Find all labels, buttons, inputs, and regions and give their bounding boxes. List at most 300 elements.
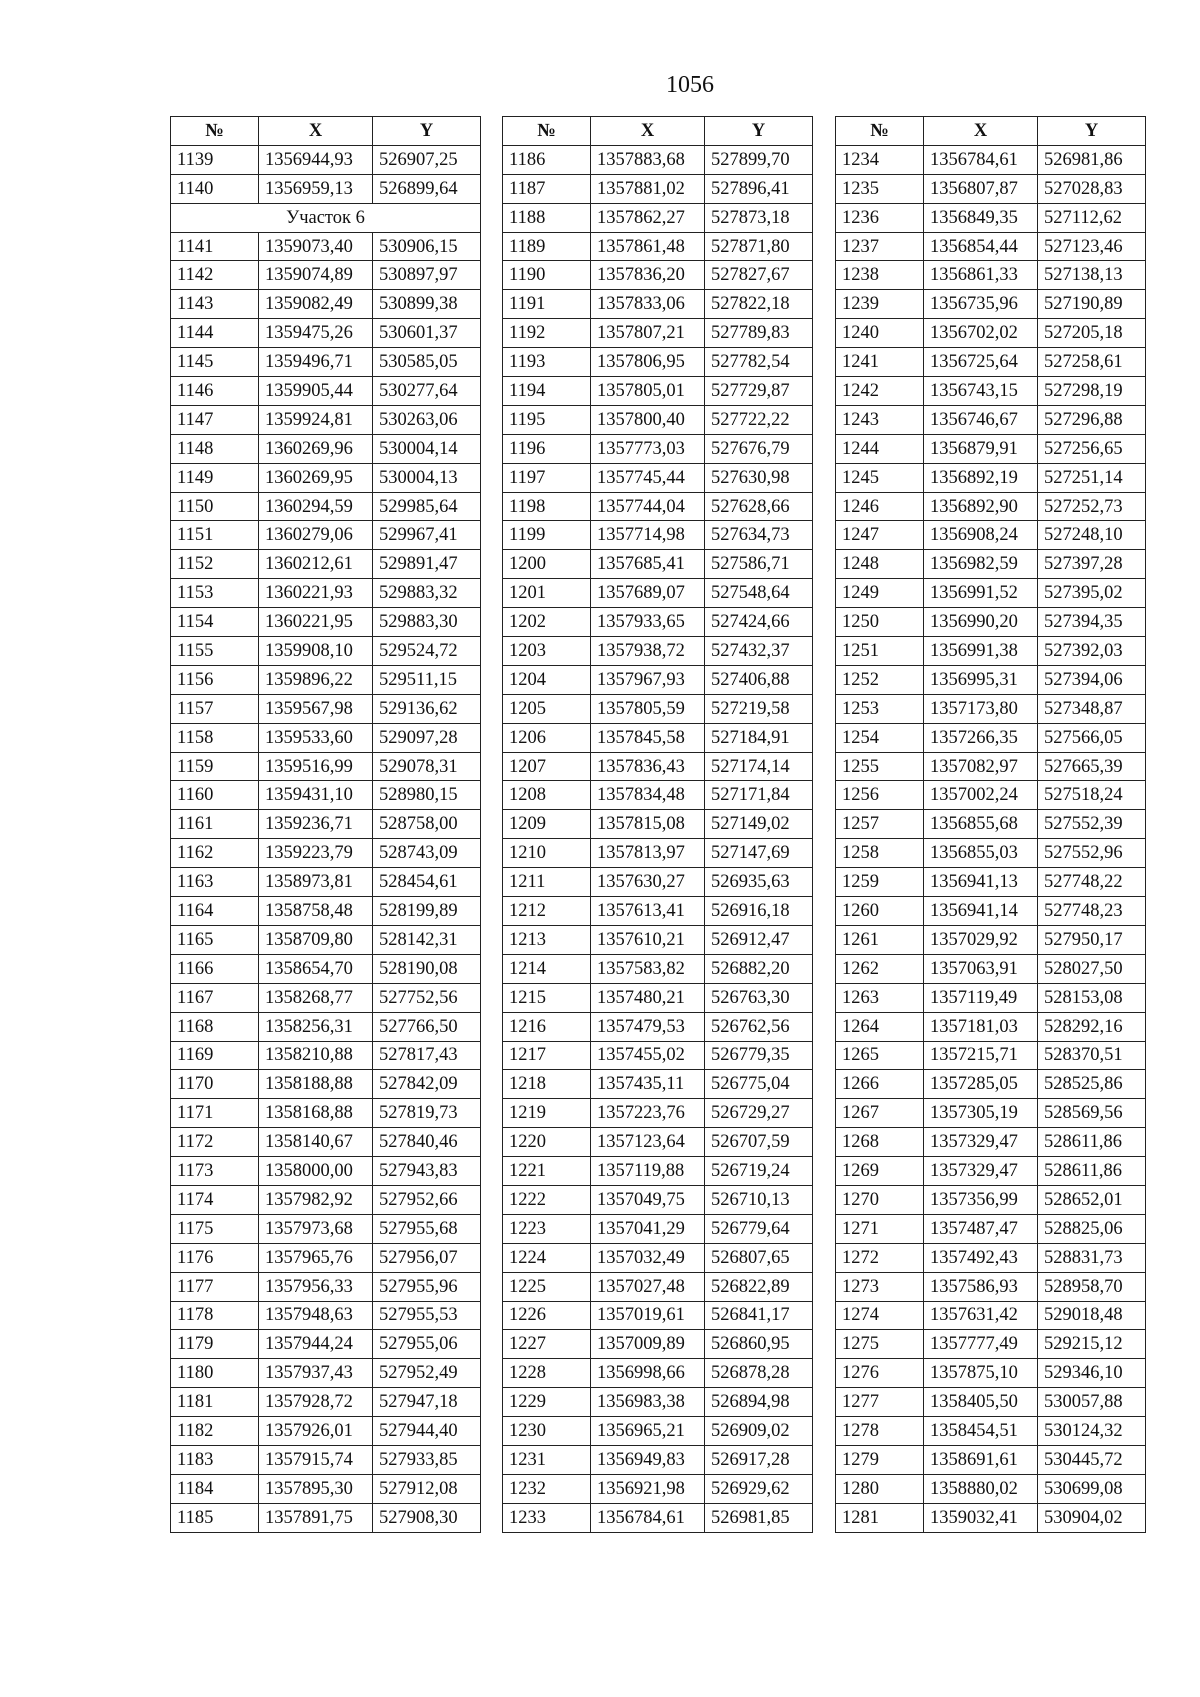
y-coordinate-cell: 529883,30 [373, 608, 481, 637]
y-coordinate-cell: 527394,35 [1038, 608, 1146, 637]
x-coordinate-cell: 1357875,10 [924, 1359, 1038, 1388]
point-number-cell: 1240 [836, 319, 924, 348]
point-number-cell: 1202 [503, 608, 591, 637]
table-row [503, 492, 813, 521]
x-coordinate-cell: 1357806,95 [591, 348, 705, 377]
y-coordinate-cell: 529346,10 [1038, 1359, 1146, 1388]
header-number: № [503, 117, 591, 146]
point-number-cell: 1277 [836, 1388, 924, 1417]
y-coordinate-cell: 529018,48 [1038, 1301, 1146, 1330]
point-number-cell: 1195 [503, 405, 591, 434]
point-number-cell: 1178 [171, 1301, 259, 1330]
point-number-cell: 1164 [171, 897, 259, 926]
x-coordinate-cell: 1357305,19 [924, 1099, 1038, 1128]
x-coordinate-cell: 1357928,72 [259, 1388, 373, 1417]
point-number-cell: 1144 [171, 319, 259, 348]
table-row [171, 1041, 481, 1070]
point-number-cell: 1156 [171, 665, 259, 694]
table-row [503, 463, 813, 492]
point-number-cell: 1210 [503, 839, 591, 868]
y-coordinate-cell: 528652,01 [1038, 1185, 1146, 1214]
point-number-cell: 1187 [503, 174, 591, 203]
y-coordinate-cell: 527298,19 [1038, 377, 1146, 406]
y-coordinate-cell: 527406,88 [705, 665, 813, 694]
y-coordinate-cell: 526882,20 [705, 954, 813, 983]
y-coordinate-cell: 526860,95 [705, 1330, 813, 1359]
table-row [171, 348, 481, 377]
y-coordinate-cell: 527947,18 [373, 1388, 481, 1417]
y-coordinate-cell: 529985,64 [373, 492, 481, 521]
table-row [171, 1301, 481, 1330]
x-coordinate-cell: 1357329,47 [924, 1157, 1038, 1186]
y-coordinate-cell: 526909,02 [705, 1417, 813, 1446]
table-row [171, 1474, 481, 1503]
table-row [171, 723, 481, 752]
y-coordinate-cell: 526981,86 [1038, 145, 1146, 174]
x-coordinate-cell: 1357123,64 [591, 1128, 705, 1157]
point-number-cell: 1147 [171, 405, 259, 434]
y-coordinate-cell: 527394,06 [1038, 665, 1146, 694]
table-row [503, 1388, 813, 1417]
point-number-cell: 1258 [836, 839, 924, 868]
y-coordinate-cell: 527258,61 [1038, 348, 1146, 377]
y-coordinate-cell: 526912,47 [705, 925, 813, 954]
point-number-cell: 1211 [503, 868, 591, 897]
y-coordinate-cell: 527252,73 [1038, 492, 1146, 521]
point-number-cell: 1235 [836, 174, 924, 203]
point-number-cell: 1222 [503, 1185, 591, 1214]
x-coordinate-cell: 1357805,59 [591, 694, 705, 723]
x-coordinate-cell: 1357744,04 [591, 492, 705, 521]
y-coordinate-cell: 530904,02 [1038, 1503, 1146, 1532]
y-coordinate-cell: 530699,08 [1038, 1474, 1146, 1503]
y-coordinate-cell: 526917,28 [705, 1445, 813, 1474]
x-coordinate-cell: 1359567,98 [259, 694, 373, 723]
table-row [836, 232, 1146, 261]
x-coordinate-cell: 1356995,31 [924, 665, 1038, 694]
table-row [503, 637, 813, 666]
point-number-cell: 1215 [503, 983, 591, 1012]
x-coordinate-cell: 1356892,90 [924, 492, 1038, 521]
y-coordinate-cell: 528153,08 [1038, 983, 1146, 1012]
y-coordinate-cell: 527397,28 [1038, 550, 1146, 579]
x-coordinate-cell: 1356998,66 [591, 1359, 705, 1388]
x-coordinate-cell: 1359073,40 [259, 232, 373, 261]
y-coordinate-cell: 530004,14 [373, 434, 481, 463]
table-row [503, 203, 813, 232]
point-number-cell: 1149 [171, 463, 259, 492]
table-row [836, 1388, 1146, 1417]
point-number-cell: 1191 [503, 290, 591, 319]
y-coordinate-cell: 528758,00 [373, 810, 481, 839]
x-coordinate-cell: 1357173,80 [924, 694, 1038, 723]
x-coordinate-cell: 1357435,11 [591, 1070, 705, 1099]
x-coordinate-cell: 1356908,24 [924, 521, 1038, 550]
y-coordinate-cell: 527782,54 [705, 348, 813, 377]
point-number-cell: 1271 [836, 1214, 924, 1243]
point-number-cell: 1256 [836, 781, 924, 810]
y-coordinate-cell: 528831,73 [1038, 1243, 1146, 1272]
table-row [171, 232, 481, 261]
x-coordinate-cell: 1356743,15 [924, 377, 1038, 406]
table-row [836, 261, 1146, 290]
point-number-cell: 1169 [171, 1041, 259, 1070]
coordinates-table-2 [502, 116, 813, 1533]
y-coordinate-cell: 527822,18 [705, 290, 813, 319]
table-row [503, 723, 813, 752]
x-coordinate-cell: 1356983,38 [591, 1388, 705, 1417]
x-coordinate-cell: 1356735,96 [924, 290, 1038, 319]
y-coordinate-cell: 527219,58 [705, 694, 813, 723]
y-coordinate-cell: 527896,41 [705, 174, 813, 203]
table-row [836, 492, 1146, 521]
point-number-cell: 1174 [171, 1185, 259, 1214]
x-coordinate-cell: 1357777,49 [924, 1330, 1038, 1359]
table-row [503, 1503, 813, 1532]
point-number-cell: 1239 [836, 290, 924, 319]
point-number-cell: 1238 [836, 261, 924, 290]
point-number-cell: 1280 [836, 1474, 924, 1503]
table-row [836, 1272, 1146, 1301]
x-coordinate-cell: 1356941,13 [924, 868, 1038, 897]
y-coordinate-cell: 527395,02 [1038, 579, 1146, 608]
y-coordinate-cell: 527138,13 [1038, 261, 1146, 290]
y-coordinate-cell: 528569,56 [1038, 1099, 1146, 1128]
point-number-cell: 1278 [836, 1417, 924, 1446]
table-row [503, 434, 813, 463]
x-coordinate-cell: 1357082,97 [924, 752, 1038, 781]
y-coordinate-cell: 528611,86 [1038, 1128, 1146, 1157]
table-row [836, 348, 1146, 377]
table-row [836, 145, 1146, 174]
table-row [503, 1272, 813, 1301]
y-coordinate-cell: 528980,15 [373, 781, 481, 810]
table-row [171, 608, 481, 637]
point-number-cell: 1248 [836, 550, 924, 579]
point-number-cell: 1181 [171, 1388, 259, 1417]
point-number-cell: 1207 [503, 752, 591, 781]
point-number-cell: 1260 [836, 897, 924, 926]
table-row [171, 1330, 481, 1359]
x-coordinate-cell: 1358454,51 [924, 1417, 1038, 1446]
y-coordinate-cell: 528825,06 [1038, 1214, 1146, 1243]
table-row [503, 752, 813, 781]
header-number: № [171, 117, 259, 146]
point-number-cell: 1142 [171, 261, 259, 290]
y-coordinate-cell: 527548,64 [705, 579, 813, 608]
point-number-cell: 1259 [836, 868, 924, 897]
table-row [171, 1012, 481, 1041]
y-coordinate-cell: 527955,96 [373, 1272, 481, 1301]
y-coordinate-cell: 526807,65 [705, 1243, 813, 1272]
table-row [836, 579, 1146, 608]
table-row [836, 608, 1146, 637]
x-coordinate-cell: 1356849,35 [924, 203, 1038, 232]
y-coordinate-cell: 527112,62 [1038, 203, 1146, 232]
y-coordinate-cell: 527956,07 [373, 1243, 481, 1272]
table-row [836, 550, 1146, 579]
x-coordinate-cell: 1359074,89 [259, 261, 373, 290]
x-coordinate-cell: 1356959,13 [259, 174, 373, 203]
y-coordinate-cell: 530585,05 [373, 348, 481, 377]
table-row [503, 897, 813, 926]
coordinates-table-1 [170, 116, 481, 1533]
point-number-cell: 1148 [171, 434, 259, 463]
y-coordinate-cell: 529215,12 [1038, 1330, 1146, 1359]
x-coordinate-cell: 1357883,68 [591, 145, 705, 174]
table-row [836, 463, 1146, 492]
point-number-cell: 1250 [836, 608, 924, 637]
x-coordinate-cell: 1357689,07 [591, 579, 705, 608]
y-coordinate-cell: 526779,64 [705, 1214, 813, 1243]
x-coordinate-cell: 1356702,02 [924, 319, 1038, 348]
point-number-cell: 1204 [503, 665, 591, 694]
header-number: № [836, 117, 924, 146]
y-coordinate-cell: 527432,37 [705, 637, 813, 666]
table-row [171, 1070, 481, 1099]
x-coordinate-cell: 1360294,59 [259, 492, 373, 521]
y-coordinate-cell: 529097,28 [373, 723, 481, 752]
x-coordinate-cell: 1359082,49 [259, 290, 373, 319]
table-row [171, 1417, 481, 1446]
table-row [171, 1243, 481, 1272]
table-row [503, 174, 813, 203]
table-row [836, 1012, 1146, 1041]
y-coordinate-cell: 528370,51 [1038, 1041, 1146, 1070]
table-row [503, 319, 813, 348]
x-coordinate-cell: 1357285,05 [924, 1070, 1038, 1099]
point-number-cell: 1213 [503, 925, 591, 954]
y-coordinate-cell: 527256,65 [1038, 434, 1146, 463]
table-row [836, 319, 1146, 348]
table-row [836, 434, 1146, 463]
table-row [836, 1503, 1146, 1532]
header-x: X [924, 117, 1038, 146]
point-number-cell: 1228 [503, 1359, 591, 1388]
point-number-cell: 1216 [503, 1012, 591, 1041]
coordinates-table-3 [835, 116, 1146, 1533]
point-number-cell: 1221 [503, 1157, 591, 1186]
x-coordinate-cell: 1359236,71 [259, 810, 373, 839]
table-row [171, 897, 481, 926]
y-coordinate-cell: 529524,72 [373, 637, 481, 666]
point-number-cell: 1165 [171, 925, 259, 954]
table-row [836, 405, 1146, 434]
x-coordinate-cell: 1358000,00 [259, 1157, 373, 1186]
point-number-cell: 1237 [836, 232, 924, 261]
point-number-cell: 1257 [836, 810, 924, 839]
table-row [836, 983, 1146, 1012]
table-row [171, 1185, 481, 1214]
x-coordinate-cell: 1357215,71 [924, 1041, 1038, 1070]
x-coordinate-cell: 1357845,58 [591, 723, 705, 752]
y-coordinate-cell: 527586,71 [705, 550, 813, 579]
y-coordinate-cell: 526981,85 [705, 1503, 813, 1532]
point-number-cell: 1229 [503, 1388, 591, 1417]
table-row [503, 1041, 813, 1070]
y-coordinate-cell: 529078,31 [373, 752, 481, 781]
y-coordinate-cell: 527123,46 [1038, 232, 1146, 261]
x-coordinate-cell: 1358256,31 [259, 1012, 373, 1041]
table-row [503, 694, 813, 723]
y-coordinate-cell: 526929,62 [705, 1474, 813, 1503]
point-number-cell: 1158 [171, 723, 259, 752]
x-coordinate-cell: 1358140,67 [259, 1128, 373, 1157]
point-number-cell: 1172 [171, 1128, 259, 1157]
x-coordinate-cell: 1357063,91 [924, 954, 1038, 983]
x-coordinate-cell: 1356855,68 [924, 810, 1038, 839]
point-number-cell: 1254 [836, 723, 924, 752]
point-number-cell: 1255 [836, 752, 924, 781]
y-coordinate-cell: 527296,88 [1038, 405, 1146, 434]
point-number-cell: 1184 [171, 1474, 259, 1503]
table-row [836, 1330, 1146, 1359]
x-coordinate-cell: 1357862,27 [591, 203, 705, 232]
table-row [171, 665, 481, 694]
point-number-cell: 1180 [171, 1359, 259, 1388]
point-number-cell: 1244 [836, 434, 924, 463]
x-coordinate-cell: 1356892,19 [924, 463, 1038, 492]
point-number-cell: 1141 [171, 232, 259, 261]
x-coordinate-cell: 1357973,68 [259, 1214, 373, 1243]
table-row [171, 925, 481, 954]
y-coordinate-cell: 527149,02 [705, 810, 813, 839]
x-coordinate-cell: 1358691,61 [924, 1445, 1038, 1474]
header-x: X [259, 117, 373, 146]
table-row [171, 290, 481, 319]
x-coordinate-cell: 1358709,80 [259, 925, 373, 954]
x-coordinate-cell: 1357223,76 [591, 1099, 705, 1128]
x-coordinate-cell: 1359032,41 [924, 1503, 1038, 1532]
x-coordinate-cell: 1357938,72 [591, 637, 705, 666]
table-row [503, 1157, 813, 1186]
point-number-cell: 1212 [503, 897, 591, 926]
point-number-cell: 1140 [171, 174, 259, 203]
table-row [171, 1157, 481, 1186]
table-row [171, 521, 481, 550]
y-coordinate-cell: 527955,53 [373, 1301, 481, 1330]
point-number-cell: 1261 [836, 925, 924, 954]
y-coordinate-cell: 528190,08 [373, 954, 481, 983]
table-row [171, 579, 481, 608]
x-coordinate-cell: 1357967,93 [591, 665, 705, 694]
point-number-cell: 1272 [836, 1243, 924, 1272]
table-row [171, 1359, 481, 1388]
table-row [171, 1214, 481, 1243]
point-number-cell: 1281 [836, 1503, 924, 1532]
y-coordinate-cell: 530897,97 [373, 261, 481, 290]
x-coordinate-cell: 1357329,47 [924, 1128, 1038, 1157]
y-coordinate-cell: 527028,83 [1038, 174, 1146, 203]
point-number-cell: 1218 [503, 1070, 591, 1099]
x-coordinate-cell: 1360221,95 [259, 608, 373, 637]
point-number-cell: 1161 [171, 810, 259, 839]
y-coordinate-cell: 528743,09 [373, 839, 481, 868]
y-coordinate-cell: 527424,66 [705, 608, 813, 637]
y-coordinate-cell: 526779,35 [705, 1041, 813, 1070]
y-coordinate-cell: 527174,14 [705, 752, 813, 781]
point-number-cell: 1198 [503, 492, 591, 521]
x-coordinate-cell: 1357805,01 [591, 377, 705, 406]
table-row [836, 1359, 1146, 1388]
table-row [503, 521, 813, 550]
x-coordinate-cell: 1357834,48 [591, 781, 705, 810]
y-coordinate-cell: 529883,32 [373, 579, 481, 608]
x-coordinate-cell: 1357891,75 [259, 1503, 373, 1532]
point-number-cell: 1167 [171, 983, 259, 1012]
x-coordinate-cell: 1356854,44 [924, 232, 1038, 261]
table-row [503, 261, 813, 290]
point-number-cell: 1159 [171, 752, 259, 781]
x-coordinate-cell: 1357815,08 [591, 810, 705, 839]
point-number-cell: 1205 [503, 694, 591, 723]
point-number-cell: 1166 [171, 954, 259, 983]
table-row [836, 1099, 1146, 1128]
y-coordinate-cell: 527819,73 [373, 1099, 481, 1128]
table-row [836, 810, 1146, 839]
point-number-cell: 1214 [503, 954, 591, 983]
x-coordinate-cell: 1357613,41 [591, 897, 705, 926]
x-coordinate-cell: 1357982,92 [259, 1185, 373, 1214]
point-number-cell: 1263 [836, 983, 924, 1012]
table-row [836, 1157, 1146, 1186]
point-number-cell: 1279 [836, 1445, 924, 1474]
point-number-cell: 1183 [171, 1445, 259, 1474]
x-coordinate-cell: 1358654,70 [259, 954, 373, 983]
section-title: Участок 6 [171, 203, 481, 232]
x-coordinate-cell: 1357049,75 [591, 1185, 705, 1214]
point-number-cell: 1197 [503, 463, 591, 492]
y-coordinate-cell: 530277,64 [373, 377, 481, 406]
table-row [503, 1185, 813, 1214]
table-row [503, 1301, 813, 1330]
point-number-cell: 1151 [171, 521, 259, 550]
table-row [171, 1128, 481, 1157]
y-coordinate-cell: 526763,30 [705, 983, 813, 1012]
x-coordinate-cell: 1357630,27 [591, 868, 705, 897]
y-coordinate-cell: 527943,83 [373, 1157, 481, 1186]
point-number-cell: 1227 [503, 1330, 591, 1359]
y-coordinate-cell: 527628,66 [705, 492, 813, 521]
x-coordinate-cell: 1357041,29 [591, 1214, 705, 1243]
point-number-cell: 1275 [836, 1330, 924, 1359]
point-number-cell: 1226 [503, 1301, 591, 1330]
x-coordinate-cell: 1359516,99 [259, 752, 373, 781]
x-coordinate-cell: 1359896,22 [259, 665, 373, 694]
table-row [836, 954, 1146, 983]
x-coordinate-cell: 1357773,03 [591, 434, 705, 463]
point-number-cell: 1190 [503, 261, 591, 290]
x-coordinate-cell: 1359431,10 [259, 781, 373, 810]
point-number-cell: 1155 [171, 637, 259, 666]
y-coordinate-cell: 528292,16 [1038, 1012, 1146, 1041]
y-coordinate-cell: 527789,83 [705, 319, 813, 348]
table-row [503, 1330, 813, 1359]
table-row [171, 954, 481, 983]
point-number-cell: 1179 [171, 1330, 259, 1359]
point-number-cell: 1274 [836, 1301, 924, 1330]
x-coordinate-cell: 1359905,44 [259, 377, 373, 406]
point-number-cell: 1189 [503, 232, 591, 261]
x-coordinate-cell: 1357492,43 [924, 1243, 1038, 1272]
point-number-cell: 1242 [836, 377, 924, 406]
y-coordinate-cell: 527912,08 [373, 1474, 481, 1503]
table-row [836, 868, 1146, 897]
table-row [171, 174, 481, 203]
point-number-cell: 1233 [503, 1503, 591, 1532]
table-row [171, 839, 481, 868]
y-coordinate-cell: 528142,31 [373, 925, 481, 954]
